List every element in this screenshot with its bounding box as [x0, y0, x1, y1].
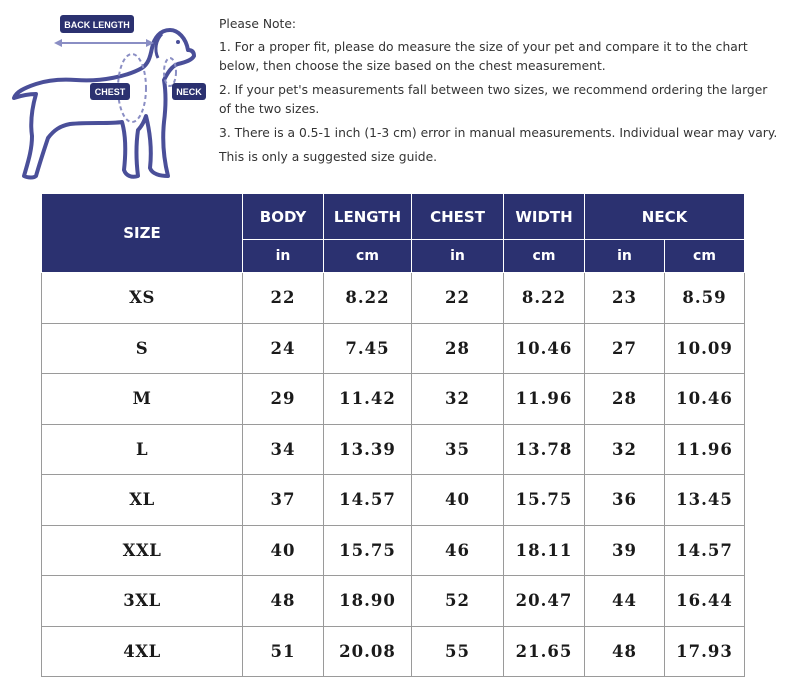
back-length-label: BACK LENGTH	[64, 20, 130, 30]
dog-eye	[176, 40, 180, 44]
unit-header: cm	[504, 240, 585, 273]
measurement-cell: 28	[412, 323, 504, 374]
measurement-cell: 18.90	[324, 576, 412, 627]
measurement-cell: 28	[585, 374, 665, 425]
dog-outline	[14, 30, 194, 178]
measurement-cell: 14.57	[665, 525, 745, 576]
measurement-cell: 10.09	[665, 323, 745, 374]
measurement-cell: 46	[412, 525, 504, 576]
size-cell: 3XL	[42, 576, 243, 627]
measurement-cell: 34	[243, 424, 324, 475]
measurement-cell: 20.08	[324, 626, 412, 677]
measurement-cell: 44	[585, 576, 665, 627]
table-row	[42, 525, 745, 576]
dog-measurement-illustration	[10, 10, 210, 188]
table-row	[42, 576, 745, 627]
measurement-cell: 16.44	[665, 576, 745, 627]
measurement-cell: 13.39	[324, 424, 412, 475]
measurement-cell: 27	[585, 323, 665, 374]
measurement-cell: 32	[412, 374, 504, 425]
size-cell: L	[42, 424, 243, 475]
measurement-cell: 7.45	[324, 323, 412, 374]
measurement-cell: 23	[585, 273, 665, 324]
measurement-cell: 22	[243, 273, 324, 324]
measurement-cell: 20.47	[504, 576, 585, 627]
table-row	[42, 273, 745, 324]
neck-label: NECK	[176, 87, 202, 97]
size-cell: 4XL	[42, 626, 243, 677]
measurement-cell: 39	[585, 525, 665, 576]
measurement-cell: 22	[412, 273, 504, 324]
measurement-cell: 18.11	[504, 525, 585, 576]
measurement-cell: 8.22	[324, 273, 412, 324]
chest-label: CHEST	[94, 87, 126, 97]
notes-heading: Please Note:	[219, 17, 297, 31]
unit-header: in	[243, 240, 324, 273]
header-size: SIZE	[42, 194, 243, 273]
table-row	[42, 475, 745, 526]
unit-header: cm	[665, 240, 745, 273]
measurement-cell: 14.57	[324, 475, 412, 526]
measurement-cell: 13.78	[504, 424, 585, 475]
measurement-cell: 21.65	[504, 626, 585, 677]
size-cell: XXL	[42, 525, 243, 576]
measurement-cell: 10.46	[504, 323, 585, 374]
table-row	[42, 374, 745, 425]
measurement-cell: 8.22	[504, 273, 585, 324]
unit-header: in	[412, 240, 504, 273]
measurement-cell: 37	[243, 475, 324, 526]
measurement-cell: 32	[585, 424, 665, 475]
measurement-cell: 48	[585, 626, 665, 677]
header-chest: CHEST	[412, 194, 504, 240]
note-item: 1. For a proper fit, please do measure the size of your pet and compare it to the chart below, then choose the size based on the chest measurement.	[219, 40, 748, 73]
size-chart-table	[41, 193, 745, 677]
measurement-cell: 11.42	[324, 374, 412, 425]
note-item: This is only a suggested size guide.	[219, 150, 438, 164]
measurement-cell: 15.75	[504, 475, 585, 526]
measurement-cell: 52	[412, 576, 504, 627]
measurement-cell: 35	[412, 424, 504, 475]
header-width: WIDTH	[504, 194, 585, 240]
table-row	[42, 323, 745, 374]
measurement-cell: 13.45	[665, 475, 745, 526]
measurement-cell: 40	[412, 475, 504, 526]
measurement-cell: 10.46	[665, 374, 745, 425]
size-cell: S	[42, 323, 243, 374]
size-cell: XS	[42, 273, 243, 324]
measurement-cell: 55	[412, 626, 504, 677]
header-neck: NECK	[585, 194, 745, 240]
table-row	[42, 424, 745, 475]
measurement-cell: 29	[243, 374, 324, 425]
measurement-cell: 15.75	[324, 525, 412, 576]
header-body: BODY	[243, 194, 324, 240]
table-header-row	[42, 194, 745, 240]
measurement-cell: 40	[243, 525, 324, 576]
note-item: 2. If your pet's measurements fall between two sizes, we recommend ordering the larger of the two sizes.	[219, 83, 768, 116]
measurement-cell: 51	[243, 626, 324, 677]
measurement-cell: 36	[585, 475, 665, 526]
back-length-arrow	[54, 39, 154, 47]
header-length: LENGTH	[324, 194, 412, 240]
size-notes	[219, 15, 779, 172]
measurement-cell: 48	[243, 576, 324, 627]
measurement-cell: 11.96	[665, 424, 745, 475]
table-row	[42, 626, 745, 677]
measurement-cell: 8.59	[665, 273, 745, 324]
measurement-cell: 24	[243, 323, 324, 374]
size-cell: M	[42, 374, 243, 425]
note-item: 3. There is a 0.5-1 inch (1-3 cm) error in manual measurements. Individual wear may vary.	[219, 126, 778, 140]
unit-header: in	[585, 240, 665, 273]
size-cell: XL	[42, 475, 243, 526]
unit-header: cm	[324, 240, 412, 273]
measurement-cell: 17.93	[665, 626, 745, 677]
measurement-cell: 11.96	[504, 374, 585, 425]
